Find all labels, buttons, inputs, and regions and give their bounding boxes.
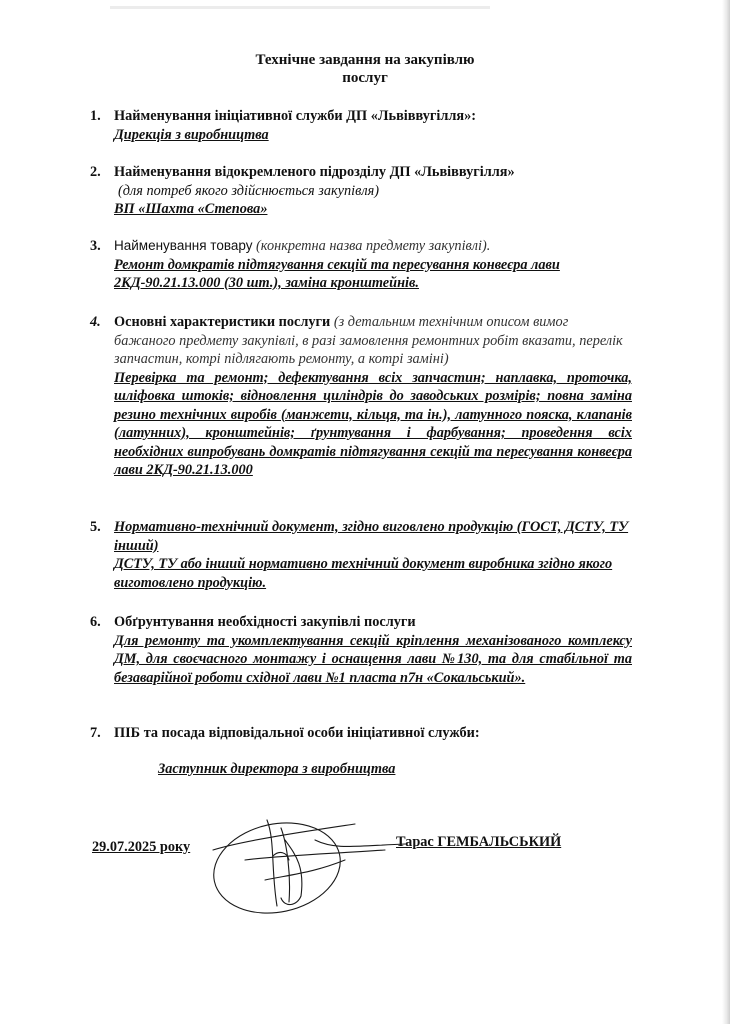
section-note: (конкретна назва предмету закупівлі). <box>256 238 491 254</box>
section-value: Ремонт домкратів підтягування секцій та пересування конвеєра лави 2КД-90.21.13.000 (30 шт.), заміна кронштейнів. <box>114 256 560 291</box>
section-note: (з детальним технічним описом вимог бажаного предмету закупівлі, в разі замовлення ремонтних робіт вказати, перелік запчастин, котрі підлягають ремонту, а котрі заміні) <box>114 314 623 367</box>
section-heading: Найменування відокремленого підрозділу ДП «Львіввугілля» <box>114 164 515 180</box>
signature-icon <box>205 810 410 920</box>
section-number: 1. <box>90 108 101 124</box>
section-heading: Найменування ініціативної служби ДП «Львіввугілля»: <box>114 108 477 124</box>
section-7 <box>92 724 632 743</box>
document-date <box>92 838 190 856</box>
section-heading: ПІБ та посада відповідальної особи ініціативної служби: <box>114 725 480 741</box>
scan-artifact <box>110 6 490 9</box>
section-number: 6. <box>90 614 101 630</box>
section-number: 4. <box>90 314 101 330</box>
section-5 <box>92 518 632 592</box>
section-value: ДСТУ, ТУ або інший нормативно технічний документ виробника згідно якого виготовлено продукцію. <box>114 556 613 591</box>
section-value: Перевірка та ремонт; дефектування всіх запчастин; наплавка, проточка, шліфовка штоків; відновлення циліндрів до заводських розмірів; повна заміна резино технічних виробів (манжети, кільця, та ін.), латунного пояска, клапанів (латунних), кронштейнів; ґрунтування і фарбування; проведення всіх необхідних випробувань домкратів підтягування секцій та пересування конвеєра лави 2КД-90.21.13.000 <box>114 369 632 478</box>
section-value: Дирекція з виробництва <box>114 126 269 143</box>
responsible-position: Заступник директора з виробництва <box>158 761 396 777</box>
section-1 <box>92 107 632 144</box>
section-heading: Нормативно-технічний документ, згідно виговлено продукцію (ГОСТ, ДСТУ, ТУ інший) <box>114 519 629 554</box>
section-heading: Основні характеристики послуги <box>114 314 331 330</box>
scan-edge <box>722 0 730 1024</box>
section-heading: Обґрунтування необхідності закупівлі послуги <box>114 614 416 630</box>
section-number: 7. <box>90 725 101 741</box>
section-number: 3. <box>90 238 101 254</box>
section-6 <box>92 613 632 687</box>
section-2 <box>92 163 632 219</box>
section-4 <box>92 313 632 480</box>
signer-name: Тарас ГЕМБАЛЬСЬКИЙ <box>396 834 562 850</box>
section-number: 2. <box>90 164 101 180</box>
date-text: 29.07.2025 року <box>92 839 191 855</box>
section-number: 5. <box>90 519 101 535</box>
section-heading: Найменування товару <box>114 238 253 253</box>
section-value: Для ремонту та укомплектування секцій кріплення механізованого комплексу ДМ, для своєчасного монтажу і оснащення лави №130, та для стабільної та безаварійної роботи східної лави №1 пласта п7н «Сокальський». <box>114 632 632 686</box>
section-3 <box>92 237 632 293</box>
section-value: ВП «Шахта «Степова» <box>114 201 268 217</box>
doc-title: Технічне завдання на закупівлю <box>255 52 475 68</box>
doc-subtitle: послуг <box>342 70 388 86</box>
section-note: (для потреб якого здійснюється закупівля) <box>118 182 379 199</box>
